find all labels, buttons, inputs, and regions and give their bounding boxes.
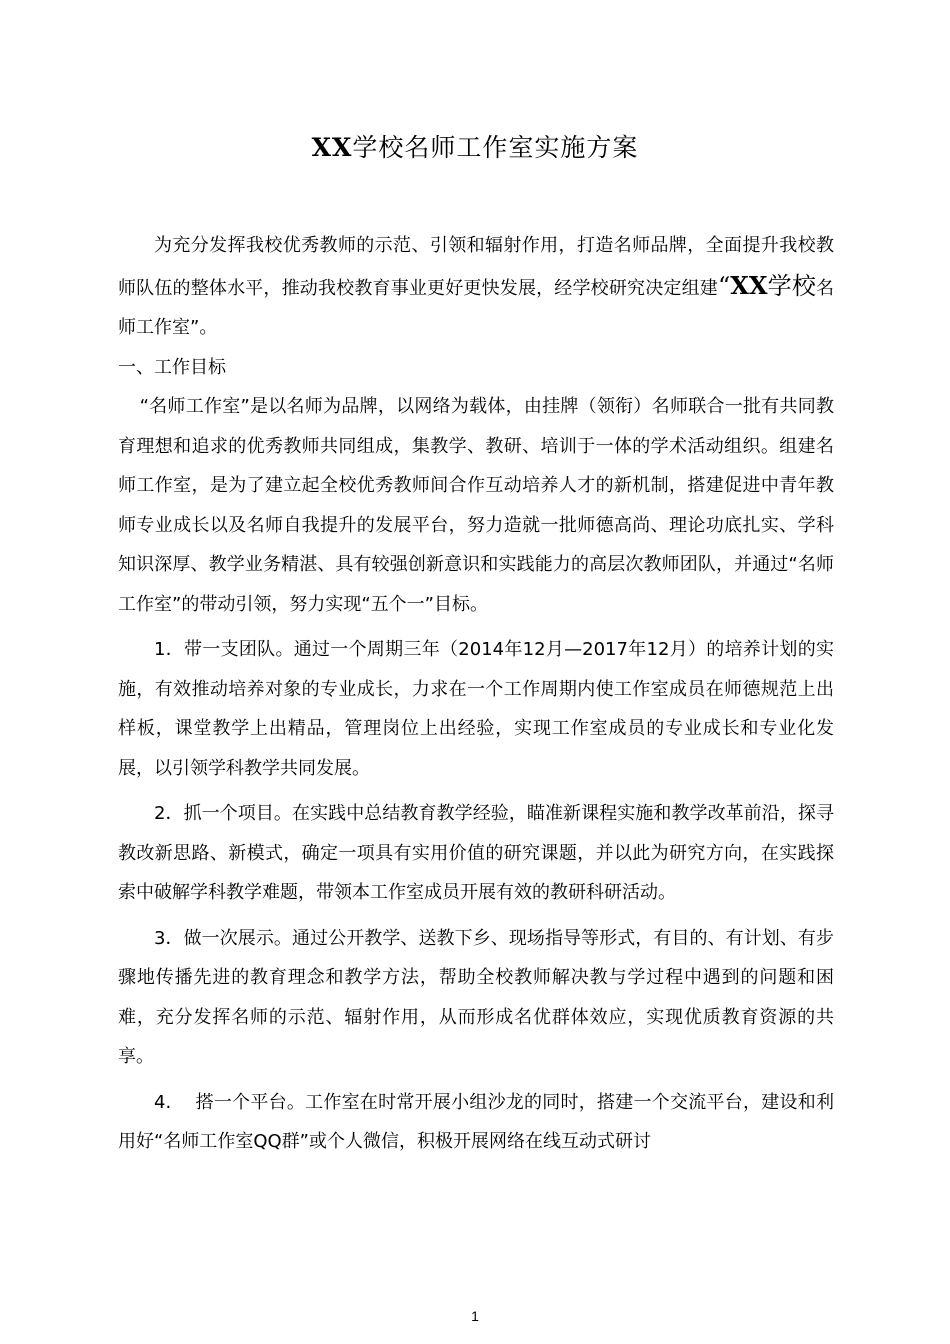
title-latin: XX xyxy=(311,133,353,162)
section-paragraph: “名师工作室”是以名师为品牌，以网络为载体，由挂牌（领衔）名师联合一批有共同教育理想和追求的优秀教师共同组成，集教学、教研、培训于一体的学术活动组织。组建名师工作室，是为了建立起全校优秀教师间合作互动培养人才的新机制，搭建促进中青年教师专业成长以及名师自我提升的发展平台，努力造就一批师德高尚、理论功底扎实、学科知识深厚、教学业务精湛、具有较强创新意识和实践能力的高层次教师团队，并通过“名师工作室”的带动引领，努力实现“五个一”目标。 xyxy=(118,396,834,615)
goal-item-2: 2．抓一个项目。在实践中总结教育教学经验，瞄准新课程实施和教学改革前沿，探寻教改新思路、新模式，确定一项具有实用价值的研究课题，并以此为研究方向，在实践探索中破解学科教学难题，带领本工作室成员开展有效的教研科研活动。 xyxy=(118,803,834,903)
goal-item-4: 4. 搭一个平台。工作室在时常开展小组沙龙的同时，搭建一个交流平台，建设和利用好“名师工作室QQ群”或个人微信，积极开展网络在线互动式研讨 xyxy=(118,1091,834,1152)
section-heading: 一、工作目标 xyxy=(118,356,226,378)
intro-quote-open: “ xyxy=(717,271,731,300)
document-title xyxy=(0,128,950,164)
document-body xyxy=(118,226,834,1162)
intro-emphasis xyxy=(730,272,816,300)
page-number: 1 xyxy=(471,1308,479,1324)
intro-emph-latin: XX xyxy=(730,270,768,300)
intro-tail: 名师工作室”。 xyxy=(118,277,835,338)
intro-emph-cn: 学校 xyxy=(767,271,817,300)
intro-text: 为充分发挥我校优秀教师的示范、引领和辐射作用，打造名师品牌，全面提升我校教师队伍的整体水平，推动我校教育事业更好更快发展，经学校研究决定组建 xyxy=(118,235,834,299)
goal-item-3: 3．做一次展示。通过公开教学、送教下乡、现场指导等形式，有目的、有计划、有步骤地传播先进的教育理念和教学方法，帮助全校教师解决教与学过程中遇到的问题和困难，充分发挥名师的示范、辐射作用，从而形成名优群体效应，实现优质教育资源的共享。 xyxy=(118,927,834,1067)
title-text: 学校名师工作室实施方案 xyxy=(352,133,639,162)
intro-paragraph xyxy=(118,226,834,348)
goal-item-1: 1．带一支团队。通过一个周期三年（2014年12月—2017年12月）的培养计划的实施，有效推动培养对象的专业成长，力求在一个工作周期内使工作室成员在师德规范上出样板，课堂教学上出精品，管理岗位上出经验，实现工作室成员的专业成长和专业化发展，以引领学科教学共同发展。 xyxy=(118,639,834,779)
